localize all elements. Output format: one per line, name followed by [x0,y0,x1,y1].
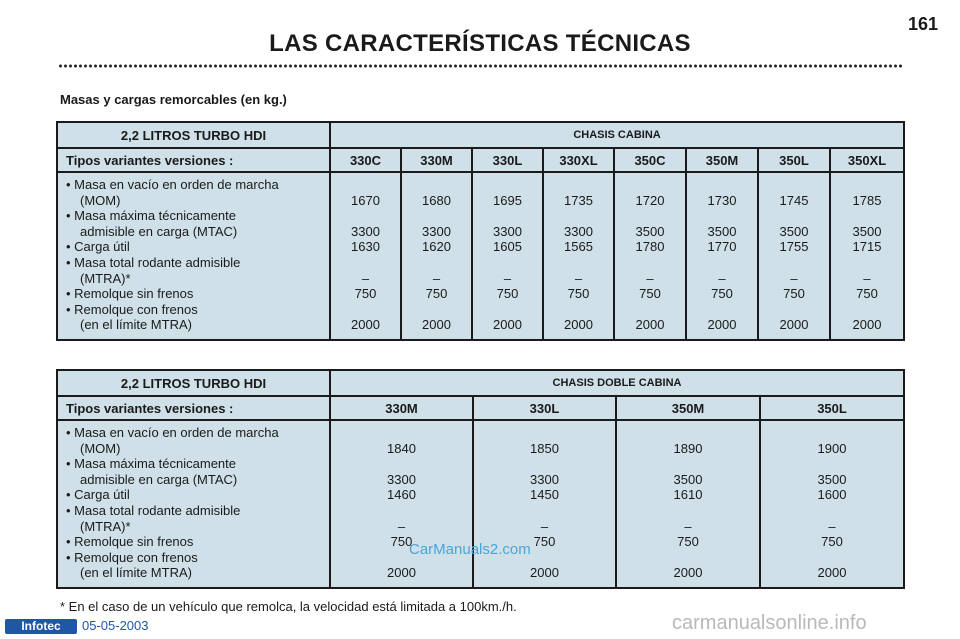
table-cell: 750 [856,286,878,302]
version-header: 350L [760,396,904,420]
row-label: • Masa máxima técnicamente [66,456,237,472]
table-cell: 2000 [351,317,380,333]
dotted-divider [58,64,904,68]
value-column [614,172,686,340]
table-cell: – [863,270,871,286]
table-cell: – [361,270,370,286]
table-cell: 750 [496,286,519,302]
table-cell: – [503,270,512,286]
value-column [473,420,616,588]
table-cell: 1670 [351,192,380,208]
body-type-header: CHASIS DOBLE CABINA [330,370,904,396]
table-cell: – [574,270,583,286]
table-cell: – [684,518,692,534]
version-header: 350XL [830,148,904,172]
table-cell: 1720 [635,192,665,208]
value-column [686,172,758,340]
table-cell: 750 [354,286,377,302]
table-cell: – [646,270,654,286]
version-header: 350C [614,148,686,172]
table-cell: 3500 [673,471,703,487]
value-column [616,420,760,588]
table-cell: 1695 [493,192,522,208]
table-cell: 1900 [817,440,847,456]
value-column [758,172,830,340]
table-cell: 750 [711,286,733,302]
version-header: 330M [401,148,472,172]
value-column [330,420,473,588]
row-label: • Remolque con frenos [66,549,198,565]
table-cell: 2000 [673,565,703,581]
table-cell: 1620 [422,239,451,255]
table-cell: 3500 [779,223,809,239]
page-title: LAS CARACTERÍSTICAS TÉCNICAS [269,30,691,57]
table-cell: 2000 [422,317,451,333]
table-cell: – [828,518,836,534]
table-cell: 1840 [387,440,416,456]
table-cell: 3500 [852,223,882,239]
row-label: • Remolque sin frenos [66,534,194,550]
version-header: 350M [686,148,758,172]
table-cell: – [432,270,441,286]
row-label: • Carga útil [66,239,130,255]
row-label: (MTRA)* [80,518,131,534]
table-cell: 2000 [635,317,665,333]
row-label: • Masa en vacío en orden de marcha [66,425,279,440]
table-cell: 3300 [564,223,593,239]
row-label: (MTRA)* [80,270,131,286]
watermark-carmanuals2: CarManuals2.com [409,541,531,558]
table-cell: 2000 [779,317,809,333]
row-label: • Masa total rodante admisible [66,254,241,270]
table-cell: 3300 [493,223,522,239]
spec-table-chasis-cabina [56,121,905,341]
table-cell: 1890 [673,440,703,456]
table-cell: 1565 [564,239,593,255]
row-label: (MOM) [80,440,121,456]
table-cell: 1745 [779,192,809,208]
table-cell: 3500 [635,223,665,239]
table-cell: 3300 [530,471,559,487]
value-column [830,172,904,340]
table-cell: 1730 [707,192,737,208]
version-header: 330M [330,396,473,420]
table-cell: – [790,270,798,286]
value-column [543,172,614,340]
table-cell: – [718,270,726,286]
footnote: * En el caso de un vehículo que remolca, la velocidad está limitada a 100km./h. [60,599,517,614]
version-header: 330XL [543,148,614,172]
table-cell: 3500 [707,223,737,239]
row-label: • Remolque con frenos [66,301,198,317]
table-cell: 1715 [852,239,882,255]
version-header: 330L [472,148,543,172]
table-cell: 750 [821,534,843,550]
table-cell: 2000 [707,317,737,333]
table-cell: 750 [677,534,699,550]
table-cell: 3500 [817,471,847,487]
table-cell: 2000 [387,565,416,581]
infotec-logo: Infotec [5,619,77,634]
table-cell: 1630 [351,239,380,255]
row-label: • Remolque sin frenos [66,286,194,302]
table-cell: – [540,518,549,534]
watermark-carmanualsonline: carmanualsonline.info [672,612,867,634]
table-cell: 2000 [817,565,847,581]
row-label: admisible en carga (MTAC) [80,223,238,239]
table-cell: 1780 [635,239,665,255]
table-cell: 1600 [817,487,847,503]
page-number: 161 [908,14,939,34]
row-label: • Masa máxima técnicamente [66,208,237,224]
value-column [330,172,401,340]
table-cell: 1610 [673,487,703,503]
table-cell: 750 [425,286,448,302]
version-header: 350L [758,148,830,172]
value-column [401,172,472,340]
row-label: (MOM) [80,192,121,208]
body-type-header: CHASIS CABINA [330,122,904,148]
table-cell: 3300 [351,223,380,239]
table-cell: 750 [639,286,661,302]
table-cell: 1680 [422,192,451,208]
row-label: admisible en carga (MTAC) [80,471,238,487]
table-cell: 1770 [707,239,737,255]
row-label: • Carga útil [66,487,130,503]
table-cell: 1450 [530,487,559,503]
row-labels [57,420,330,588]
table-cell: 750 [567,286,590,302]
table-cell: 1785 [852,192,882,208]
table-cell: 1605 [493,239,522,255]
version-header: 330L [473,396,616,420]
table-cell: 2000 [852,317,882,333]
value-column [760,420,904,588]
table-cell: 750 [783,286,805,302]
table-cell: 1735 [564,192,593,208]
engine-header: 2,2 LITROS TURBO HDI [57,370,330,396]
variants-label: Tipos variantes versiones : [57,396,330,420]
table-cell: 3300 [387,471,416,487]
engine-header: 2,2 LITROS TURBO HDI [57,122,330,148]
version-header: 330C [330,148,401,172]
footer-date: 05-05-2003 [82,618,149,633]
table-cell: 1460 [387,487,416,503]
table-cell: 1755 [779,239,809,255]
table-cell: 2000 [564,317,593,333]
table-cell: 3300 [422,223,451,239]
table-cell: 1850 [530,440,559,456]
row-labels [57,172,330,340]
table-cell: 2000 [530,565,559,581]
variants-label: Tipos variantes versiones : [57,148,330,172]
value-column [472,172,543,340]
row-label: • Masa total rodante admisible [66,502,241,518]
table-cell: 750 [390,534,413,550]
row-label: (en el límite MTRA) [80,565,192,581]
row-label: • Masa en vacío en orden de marcha [66,177,279,192]
table-cell: – [397,518,406,534]
row-label: (en el límite MTRA) [80,317,192,333]
table-cell: 750 [533,534,556,550]
version-header: 350M [616,396,760,420]
table-cell: 2000 [493,317,522,333]
section-subtitle: Masas y cargas remorcables (en kg.) [60,92,287,107]
